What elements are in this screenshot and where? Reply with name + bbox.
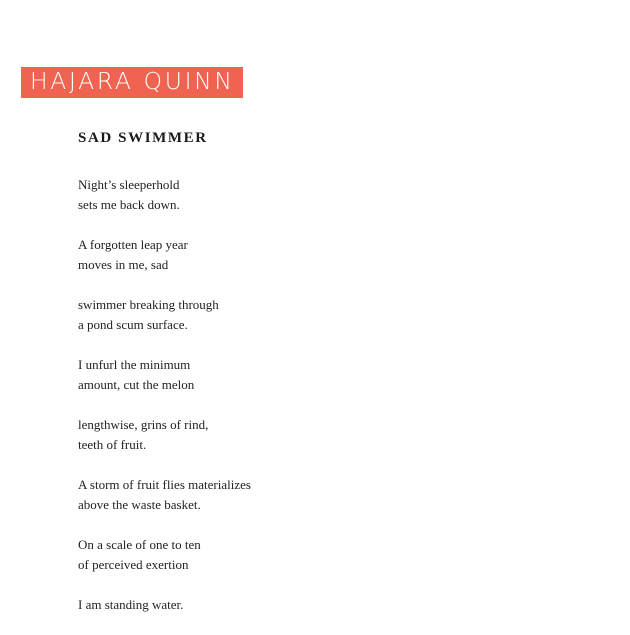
poem-line: teeth of fruit.	[78, 437, 147, 452]
stanza	[78, 235, 251, 275]
author-banner	[21, 67, 243, 98]
poem-line: moves in me, sad	[78, 257, 169, 272]
poem-title: SAD SWIMMER	[78, 130, 208, 146]
stanza	[78, 355, 251, 395]
stanza	[78, 175, 251, 215]
stanza	[78, 295, 251, 335]
poem-line: sets me back down.	[78, 197, 180, 212]
stanza	[78, 415, 251, 455]
stanza	[78, 535, 251, 575]
stanza	[78, 475, 251, 515]
poem-line: A forgotten leap year	[78, 237, 188, 252]
poem-line: I am standing water.	[78, 597, 184, 612]
poem-line: I unfurl the minimum	[78, 357, 191, 372]
poem-line: above the waste basket.	[78, 497, 201, 512]
poem-line: On a scale of one to ten	[78, 537, 201, 552]
poem-line: Night’s sleeperhold	[78, 177, 180, 192]
poem-body	[78, 175, 251, 635]
poem-line: amount, cut the melon	[78, 377, 195, 392]
poem-line: lengthwise, grins of rind,	[78, 417, 209, 432]
author-name: HAJARA QUINN	[29, 69, 235, 95]
poem-line: a pond scum surface.	[78, 317, 188, 332]
poem-line: swimmer breaking through	[78, 297, 219, 312]
poem-line: of perceived exertion	[78, 557, 189, 572]
stanza	[78, 595, 251, 615]
poem-line: A storm of fruit flies materializes	[78, 477, 251, 492]
